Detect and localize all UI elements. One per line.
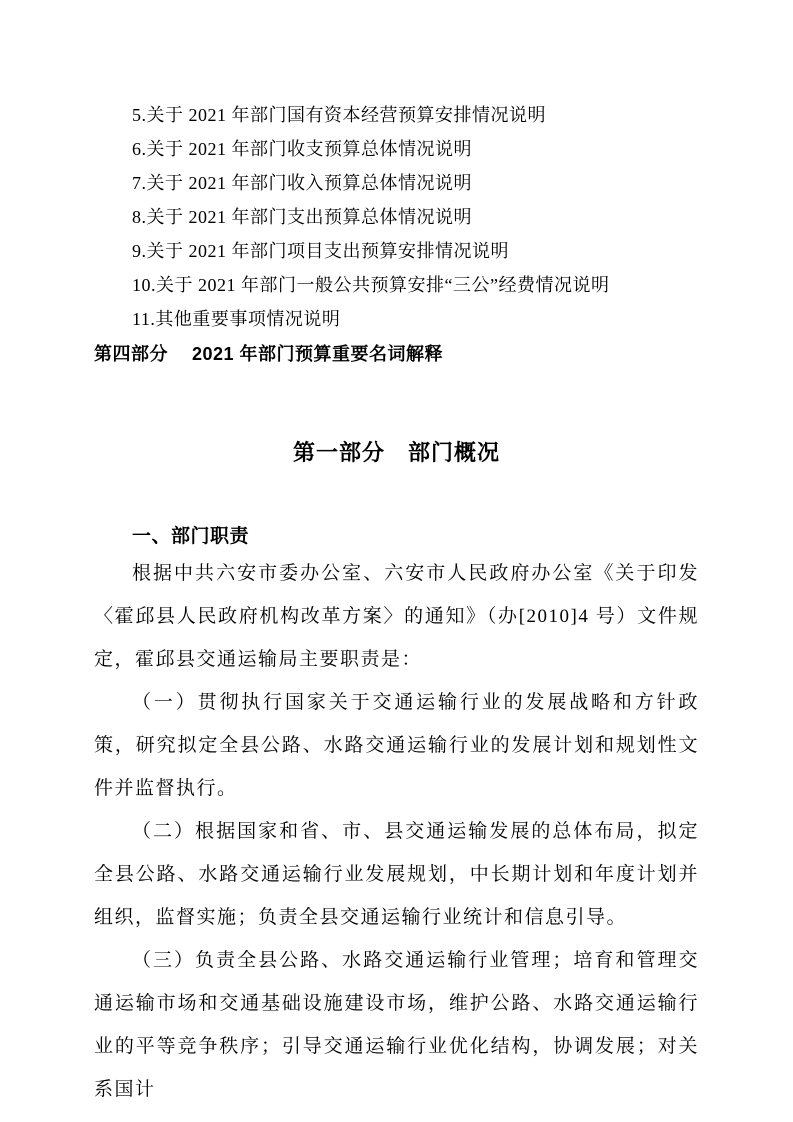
toc-item: 7.关于 2021 年部门收入预算总体情况说明 (132, 173, 472, 193)
section-title: 第一部分 部门概况 (292, 440, 500, 465)
toc-item: 6.关于 2021 年部门收支预算总体情况说明 (132, 139, 472, 159)
subsection-heading: 一、部门职责 (132, 526, 250, 547)
toc-item: 9.关于 2021 年部门项目支出预算安排情况说明 (132, 241, 509, 261)
section-body (94, 552, 699, 1111)
paragraph: （一）贯彻执行国家关于交通运输行业的发展战略和方针政策，研究拟定全县公路、水路交通运输行业的发展计划和规划性文件并监督执行。 (94, 692, 699, 799)
toc-item: 11.其他重要事项情况说明 (132, 309, 341, 329)
toc-item: 5.关于 2021 年部门国有资本经营预算安排情况说明 (132, 105, 546, 125)
paragraph: （三）负责全县公路、水路交通运输行业管理；培育和管理交通运输市场和交通基础设施建设市场，维护公路、水路交通运输行业的平等竞争秩序；引导交通运输行业优化结构，协调发展；对关系国计 (94, 950, 699, 1100)
paragraph: 根据中共六安市委办公室、六安市人民政府办公室《关于印发〈霍邱县人民政府机构改革方案〉的通知》（办[2010]4 号）文件规定，霍邱县交通运输局主要职责是： (94, 563, 699, 670)
paragraph: （二）根据国家和省、市、县交通运输发展的总体布局，拟定全县公路、水路交通运输行业发展规划，中长期计划和年度计划并组织，监督实施；负责全县交通运输行业统计和信息引导。 (94, 821, 699, 928)
toc-item: 10.关于 2021 年部门一般公共预算安排“三公”经费情况说明 (132, 275, 610, 295)
toc-item: 8.关于 2021 年部门支出预算总体情况说明 (132, 207, 472, 227)
toc-part-4-heading: 第四部分 2021 年部门预算重要名词解释 (94, 344, 444, 364)
toc-section (94, 98, 699, 372)
